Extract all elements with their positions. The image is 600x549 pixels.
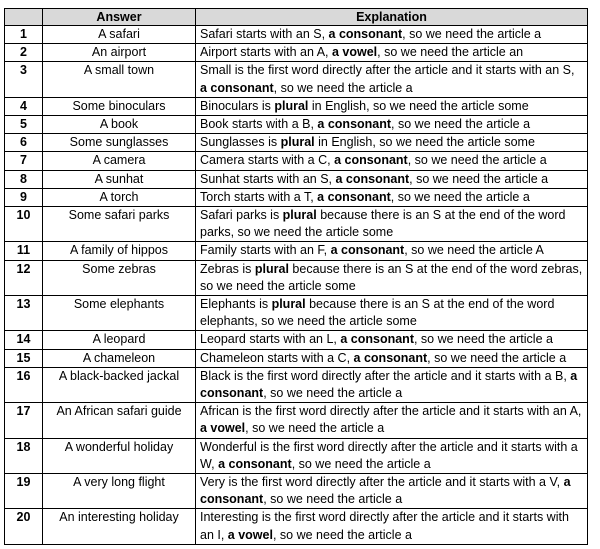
explanation-emphasis: plural [271,297,306,312]
explanation-cell [196,152,588,170]
explanation-text: , so we need the article a [413,332,553,347]
table-row [5,26,588,44]
explanation-cell [196,207,588,242]
question-number: 13 [5,296,43,331]
explanation-emphasis: a consonant [317,189,391,204]
explanation-emphasis: a consonant [328,27,403,41]
explanation-text: Sunhat starts with an S, [200,171,336,186]
explanation-text: African is the first word directly after the article and it starts with an A, [200,404,582,419]
table-row [5,97,588,115]
answer-cell: An airport [43,44,196,62]
answer-cell: A black-backed jackal [43,367,196,402]
explanation-emphasis: a vowel [332,45,378,60]
explanation-column-header: Explanation [196,9,588,26]
question-number: 3 [5,62,43,97]
explanation-text: , so we need the article a [263,492,403,507]
table-row [5,349,588,367]
explanation-emphasis: a vowel [227,527,273,542]
explanation-text: , so we need the article a [272,527,412,542]
explanation-emphasis: a consonant [330,243,405,258]
answer-cell: A leopard [43,331,196,349]
explanation-text: , so we need the article an [377,45,524,60]
number-column-header [5,9,43,26]
question-number: 18 [5,438,43,473]
answer-cell: A very long flight [43,474,196,509]
question-number: 17 [5,403,43,438]
explanation-text: in English, so we need the article some [314,135,535,150]
explanation-text: , so we need the article a [390,189,530,204]
table-header [5,9,588,26]
explanation-text: , so we need the article a [273,80,413,95]
explanation-text: Safari starts with an S, [200,27,329,41]
explanation-emphasis: a consonant [200,80,274,95]
explanation-text: Interesting is the first word directly after the article and it starts with an I, [200,510,569,542]
explanation-text: , so we need the article a [245,421,385,436]
explanation-emphasis: a consonant [317,117,392,132]
explanation-cell [196,296,588,331]
table-row [5,438,588,473]
table-row [5,474,588,509]
explanation-emphasis: plural [274,98,309,113]
question-number: 8 [5,170,43,188]
answer-cell: A book [43,116,196,134]
explanation-text: because there is an S at the end of the word zebras, so we need the article some [200,261,583,293]
question-number: 1 [5,26,43,44]
explanation-emphasis: plural [280,135,315,150]
answer-cell: Some elephants [43,296,196,331]
answer-cell: Some sunglasses [43,134,196,152]
answer-cell: A chameleon [43,349,196,367]
answer-column-header: Answer [43,9,196,26]
answer-cell: A torch [43,188,196,206]
explanation-emphasis: a consonant [218,456,292,471]
table-row [5,152,588,170]
explanation-cell [196,242,588,260]
explanation-cell [196,438,588,473]
explanation-text: Airport starts with an A, [200,45,332,60]
explanation-cell [196,474,588,509]
explanation-text: because there is an S at the end of the word parks, so we need the article some [200,208,566,240]
explanation-text: , so we need the article a [427,350,567,365]
question-number: 10 [5,207,43,242]
table-row [5,188,588,206]
answer-cell: An African safari guide [43,403,196,438]
table-row [5,509,588,544]
question-number: 5 [5,116,43,134]
explanation-text: Camera starts with a C, [200,153,335,168]
table-body [5,26,588,545]
explanation-emphasis: a consonant [200,475,571,507]
explanation-text: Binoculars is [200,98,275,113]
table-row [5,242,588,260]
table-row [5,44,588,62]
table-row [5,367,588,402]
table-row [5,170,588,188]
table-row [5,207,588,242]
explanation-text: Elephants is [200,297,272,312]
explanation-emphasis: a consonant [353,350,428,365]
explanation-text: , so we need the article a [402,27,542,41]
question-number: 9 [5,188,43,206]
question-number: 7 [5,152,43,170]
explanation-text: , so we need the article a [407,153,547,168]
explanation-cell [196,403,588,438]
explanation-cell [196,188,588,206]
explanation-cell [196,349,588,367]
question-number: 19 [5,474,43,509]
table-row [5,134,588,152]
question-number: 16 [5,367,43,402]
answer-cell: A camera [43,152,196,170]
question-number: 6 [5,134,43,152]
question-number: 15 [5,349,43,367]
explanation-text: Chameleon starts with a C, [200,350,354,365]
explanation-emphasis: a consonant [334,153,408,168]
question-number: 2 [5,44,43,62]
answer-cell: A safari [43,26,196,44]
explanation-text: in English, so we need the article some [308,98,529,113]
question-number: 12 [5,260,43,295]
answer-cell: Some binoculars [43,97,196,115]
explanation-cell [196,170,588,188]
explanation-text: , so we need the article a [391,117,531,132]
explanation-text: Family starts with an F, [200,243,331,258]
explanation-cell [196,134,588,152]
explanation-cell [196,44,588,62]
explanation-text: , so we need the article A [404,243,544,258]
explanation-text: because there is an S at the end of the word elephants, so we need the article some [200,297,555,329]
question-number: 4 [5,97,43,115]
table-row [5,116,588,134]
explanation-text: Safari parks is [200,208,283,223]
question-number: 11 [5,242,43,260]
explanation-text: , so we need the article a [291,456,431,471]
header-row [5,9,588,26]
answer-cell: A sunhat [43,170,196,188]
explanation-text: Sunglasses is [200,135,281,150]
table-row [5,331,588,349]
explanation-text: Small is the first word directly after the article and it starts with an S, [200,63,575,78]
explanation-emphasis: plural [282,208,317,223]
explanation-cell [196,116,588,134]
answer-cell: A small town [43,62,196,97]
explanation-emphasis: a consonant [340,332,414,347]
explanation-text: , so we need the article a [409,171,549,186]
explanation-text: Zebras is [200,261,255,276]
explanation-emphasis: a consonant [335,171,410,186]
question-number: 20 [5,509,43,544]
explanation-cell [196,62,588,97]
explanation-text: Black is the first word directly after the article and it starts with a B, [200,368,571,383]
question-number: 14 [5,331,43,349]
explanation-text: , so we need the article a [263,386,403,401]
explanation-text: Leopard starts with an L, [200,332,341,347]
table-row [5,260,588,295]
answer-key-table [4,8,588,545]
explanation-text: Book starts with a B, [200,117,318,132]
explanation-cell [196,509,588,544]
answer-cell: A family of hippos [43,242,196,260]
answer-key-container [4,8,588,545]
explanation-emphasis: a vowel [200,421,246,436]
table-row [5,62,588,97]
explanation-emphasis: plural [254,261,289,276]
explanation-text: Torch starts with a T, [200,189,318,204]
explanation-cell [196,367,588,402]
explanation-cell [196,331,588,349]
answer-cell: An interesting holiday [43,509,196,544]
table-row [5,296,588,331]
table-row [5,403,588,438]
explanation-text: Wonderful is the first word directly after the article and it starts with a W, [200,439,578,471]
explanation-cell [196,260,588,295]
explanation-emphasis: a consonant [200,368,578,401]
answer-cell: A wonderful holiday [43,438,196,473]
explanation-cell [196,26,588,44]
answer-cell: Some safari parks [43,207,196,242]
answer-cell: Some zebras [43,260,196,295]
explanation-cell [196,97,588,115]
explanation-text: Very is the first word directly after the article and it starts with a V, [200,475,564,490]
